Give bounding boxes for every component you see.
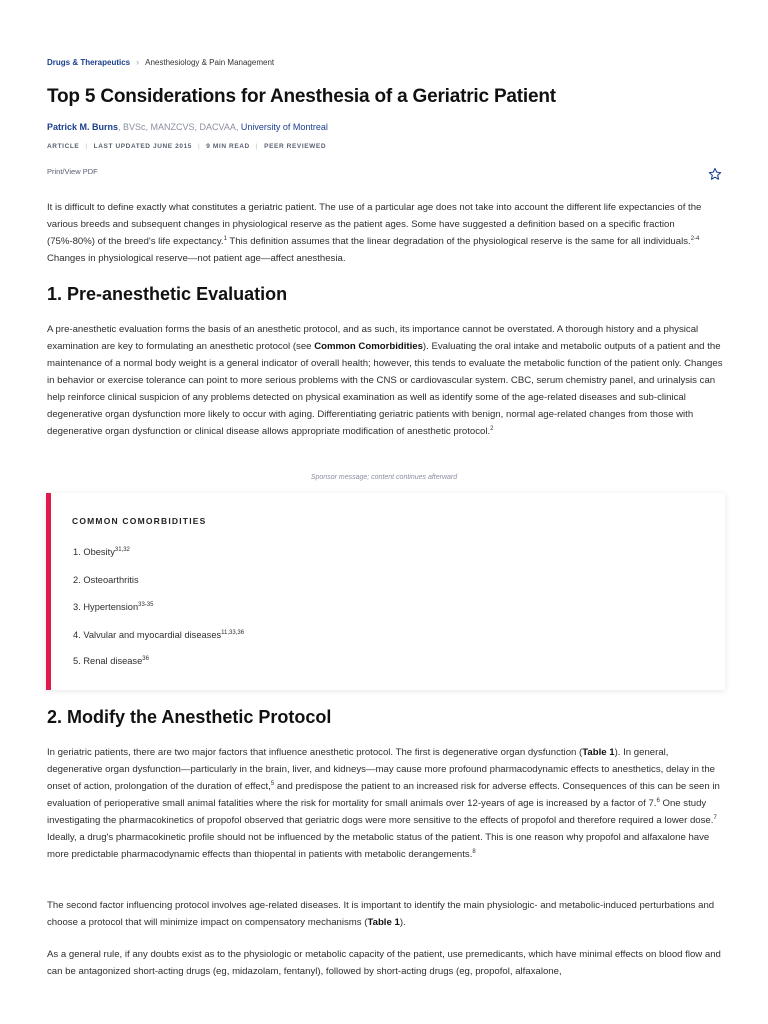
- meta-updated: LAST UPDATED JUNE 2015: [93, 143, 192, 150]
- intro-text-1: It is difficult to define exactly what constitutes a geriatric patient. The use of a particular age does not take into account the different life expectancies of the various breeds and subsequent changes in physiological reserve as the patient ages. Some have suggested a definition based on a specific fraction (75%-80%) of the breed's life expectancy.: [47, 202, 702, 247]
- list-item: [73, 630, 244, 640]
- citation: 7: [713, 814, 717, 821]
- section1-text-1: A pre-anesthetic evaluation forms the basis of an anesthetic protocol, and as such, its importance cannot be overstated. A thorough history and a physical examination are key to formulating an anesthetic protocol (see: [47, 324, 699, 352]
- section1-text-2: ). Evaluating the oral intake and metabolic outputs of a patient and the maintenance of a normal body weight is a general indicator of overall health; however, this tends to evaluate the metabolic function of the patient only. Changes in behavior or exercise tolerance can point to more serious problems with the CNS or cardiovascular system. CBC, serum chemistry panel, and urinalysis can help reinforce clinical suspicion of any problems detected on physical examination as well as identify some of the age-related diseases and sub-clinical degenerative organ dysfunction more likely to occur with aging. Differentiating geriatric patients with benign, normal age-related changes from those with degenerative organ dysfunction or clinical disease allows appropriate modification of anesthetic protocol.: [47, 341, 723, 437]
- breadcrumb-section-link[interactable]: Drugs & Therapeutics: [47, 57, 131, 67]
- meta-review: PEER REVIEWED: [264, 143, 327, 150]
- citation: 1: [223, 235, 227, 242]
- meta-separator: |: [255, 143, 259, 150]
- list-item-label: 4. Valvular and myocardial diseases: [73, 630, 222, 641]
- text: ).: [399, 917, 406, 928]
- text: The second factor influencing protocol involves age-related diseases. It is important to identify the main physiologic- and metabolic-induced perturbations and choose a protocol that will minimize impact on compensatory mechanisms (: [47, 900, 715, 928]
- page-title: Top 5 Considerations for Anesthesia of a Geriatric Patient: [47, 86, 556, 107]
- text: Ideally, a drug's pharmacokinetic profile should not be influenced by the metabolic status of the patient. This is one reason why propofol and alfaxalone have more predictable pharmacodynamic effects than thiopental in patients with metabolic derangements.: [47, 832, 710, 860]
- section1-paragraph: [47, 321, 723, 440]
- callout-title: COMMON COMORBIDITIES: [72, 516, 207, 526]
- list-item: [73, 547, 130, 557]
- section2-paragraph-3: As a general rule, if any doubts exist as to the physiologic or metabolic capacity of the patient, use premedicants, which have minimal effects on blood flow and can be antagonized short-acting drugs (eg, midazolam, fentanyl), followed by short-acting drugs (eg, propofol, alfaxalone,: [47, 949, 721, 977]
- star-outline-icon[interactable]: [708, 167, 722, 181]
- author-link[interactable]: Patrick M. Burns: [47, 122, 119, 132]
- byline: [47, 122, 328, 132]
- author-institution: University of Montreal: [240, 122, 328, 132]
- chevron-right-icon: ›: [136, 57, 140, 67]
- intro-text-2: This definition assumes that the linear degradation of the physiological reserve is the same for all individuals.: [226, 236, 691, 247]
- intro-text-3: Changes in physiological reserve—not patient age—affect anesthesia.: [47, 253, 346, 264]
- comorbidities-callout: [46, 493, 725, 690]
- common-comorbidities-link[interactable]: Common Comorbidities: [314, 341, 423, 352]
- print-pdf-link[interactable]: Print/View PDF: [47, 167, 98, 176]
- list-item-label: 5. Renal disease: [73, 656, 143, 667]
- table-1-reference[interactable]: Table 1: [367, 917, 400, 928]
- author-credentials: , BVSc, MANZCVS, DACVAA,: [118, 122, 241, 132]
- text: and predispose the patient to an increased risk for adverse effects. Consequences of this can be seen in evaluation of perioperative small animal fatalities where the risk for mortality for small animals over 12-years of age is increased by a factor of 7.: [47, 781, 720, 809]
- meta-read-time: 9 MIN READ: [206, 143, 250, 150]
- meta-type: ARTICLE: [47, 143, 80, 150]
- list-item-label: 3. Hypertension: [73, 602, 139, 613]
- citation: 2-4: [690, 235, 700, 242]
- section2-paragraph-2: [47, 897, 723, 931]
- list-item-label: 1. Obesity: [73, 547, 115, 558]
- list-item: [73, 575, 139, 585]
- citation: 36: [142, 656, 149, 662]
- text: ). In general, degenerative organ dysfunction—particularly in the brain, liver, and kidneys—may cause more profound pharmacodynamic effects to anesthetics, delay in the onset of action, prolongation of the duration of effect,: [47, 747, 716, 792]
- article-meta: [47, 143, 326, 150]
- meta-separator: |: [85, 143, 88, 150]
- list-item: [73, 656, 149, 666]
- sponsor-note: Sponsor message; content continues afterward: [310, 474, 458, 481]
- citation: 5: [270, 780, 275, 787]
- breadcrumb: [47, 57, 274, 67]
- citation: 8: [472, 848, 476, 855]
- citation: 31,32: [114, 547, 130, 553]
- section2-paragraph-1: [47, 744, 723, 863]
- citation: 2: [490, 425, 494, 432]
- text: In geriatric patients, there are two major factors that influence anesthetic protocol. The first is degenerative organ dysfunction (: [47, 747, 583, 758]
- breadcrumb-subsection-link[interactable]: Anesthesiology & Pain Management: [145, 57, 275, 67]
- list-item: [73, 602, 153, 612]
- citation: 11,33,36: [221, 630, 245, 636]
- meta-separator: |: [198, 143, 201, 150]
- table-1-reference[interactable]: Table 1: [582, 747, 615, 758]
- list-item-label: 2. Osteoarthritis: [73, 575, 139, 586]
- section-heading-pre-anesthetic: 1. Pre-anesthetic Evaluation: [47, 284, 288, 304]
- text: One study investigating the pharmacokinetics of propofol observed that geriatric dogs were more sensitive to the effects of propofol and therefore required a lower dose.: [47, 798, 714, 826]
- citation: 33-35: [138, 602, 154, 608]
- section-heading-modify-protocol: 2. Modify the Anesthetic Protocol: [47, 707, 332, 727]
- intro-paragraph: [47, 199, 723, 267]
- citation: 6: [656, 797, 660, 804]
